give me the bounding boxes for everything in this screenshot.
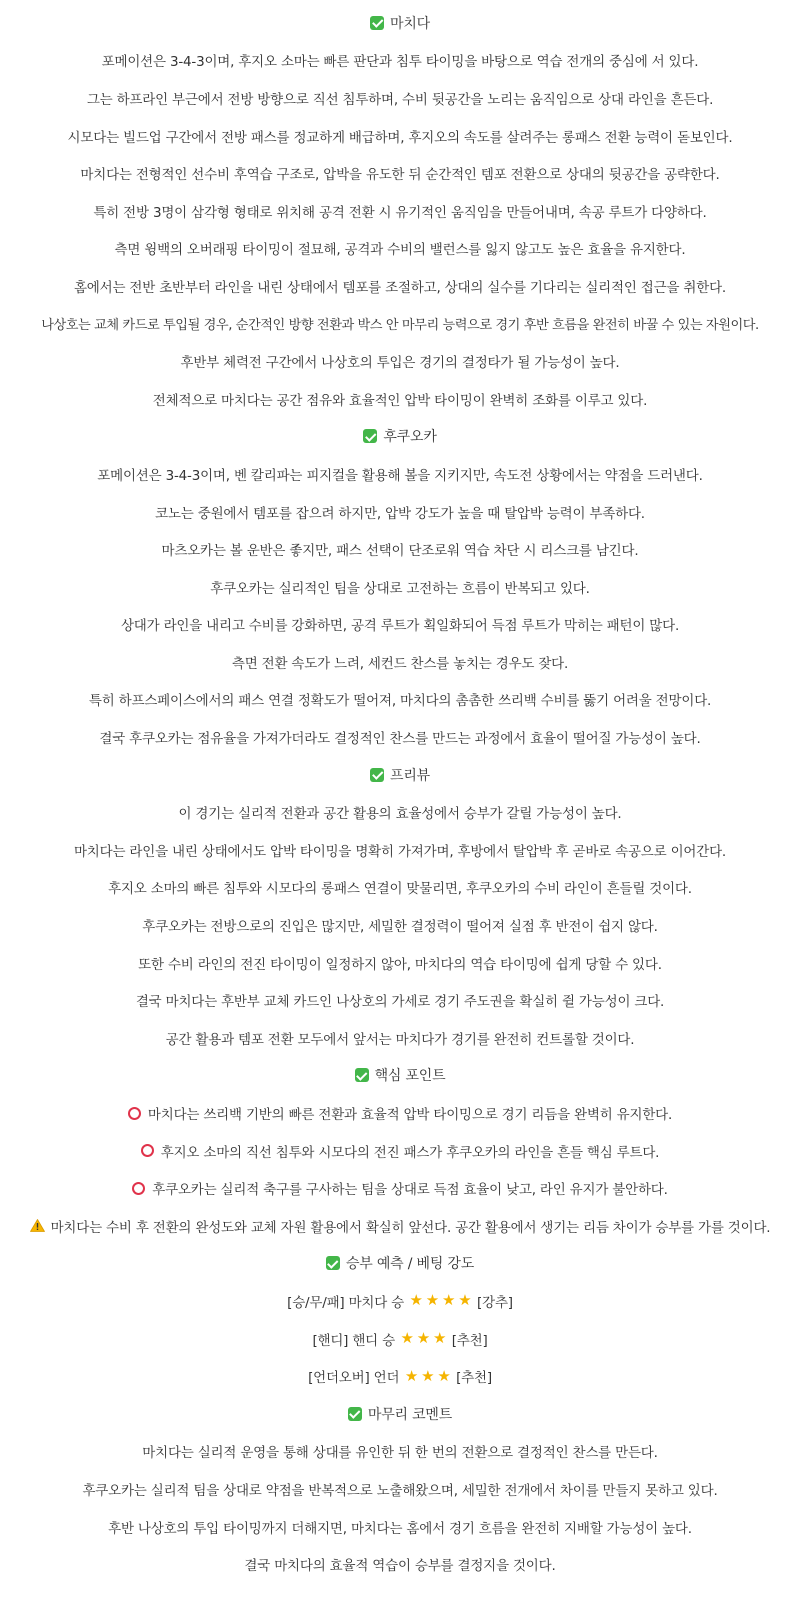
bet-label: [언더오버] 언더 (308, 1370, 400, 1387)
paragraph: 후쿠오카는 실리적인 팀을 상대로 고전하는 흐름이 반복되고 있다. (210, 580, 590, 597)
check-mark-icon (355, 1068, 369, 1082)
key-point-text: 후쿠오카는 실리적 축구를 구사하는 팀을 상대로 득점 효율이 낮고, 라인 유지가 불안하다. (152, 1182, 668, 1199)
star-icon: ★ (421, 1366, 435, 1385)
paragraph: 포메이션은 3-4-3이며, 벤 칼리파는 피지컬을 활용해 볼을 지키지만, 속도전 상황에서는 약점을 드러낸다. (97, 467, 703, 484)
analysis-document (0, 4, 800, 1583)
paragraph: 나상호는 교체 카드로 투입될 경우, 순간적인 방향 전환과 박스 안 마무리 능력으로 경기 후반 흐름을 완전히 바꿀 수 있는 자원이다. (41, 318, 759, 334)
key-point (0, 1132, 800, 1170)
paragraph: 후지오 소마의 빠른 침투와 시모다의 롱패스 연결이 맞물리면, 후쿠오카의 수비 라인이 흔들릴 것이다. (108, 881, 692, 898)
paragraph: 측면 윙백의 오버래핑 타이밍이 절묘해, 공격과 수비의 밸런스를 잃지 않고도 높은 효율을 유지한다. (114, 242, 686, 259)
paragraph: 특히 하프스페이스에서의 패스 연결 정확도가 떨어져, 마치다의 촘촘한 쓰리백 수비를 뚫기 어려울 전망이다. (88, 693, 712, 710)
warning-note (0, 1207, 800, 1245)
key-point-text: 마치다는 쓰리백 기반의 빠른 전환과 효율적 압박 타이밍으로 경기 리듬을 완벽히 유지한다. (147, 1107, 673, 1124)
star-icon: ★ (416, 1329, 430, 1348)
paragraph: 결국 후쿠오카는 점유율을 가져가더라도 결정적인 찬스를 만드는 과정에서 효율이 떨어질 가능성이 높다. (99, 731, 701, 748)
key-point-text: 후지오 소마의 직선 침투와 시모다의 전진 패스가 후쿠오카의 라인을 흔들 핵심 루트다. (160, 1144, 660, 1161)
paragraph: 마츠오카는 볼 운반은 좋지만, 패스 선택이 단조로워 역습 차단 시 리스크를 남긴다. (161, 543, 639, 560)
paragraph: 그는 하프라인 부근에서 전방 방향으로 직선 침투하며, 수비 뒷공간을 노리는 움직임으로 상대 라인을 흔든다. (86, 91, 714, 108)
star-icon: ★ (432, 1329, 447, 1348)
paragraph: 마치다는 실리적 운영을 통해 상대를 유인한 뒤 한 번의 전환으로 결정적인 찬스를 만든다. (142, 1445, 658, 1462)
bet-label: [승/무/패] 마치다 승 (287, 1294, 405, 1311)
paragraph: 포메이션은 3-4-3이며, 후지오 소마는 빠른 판단과 침투 타이밍을 바탕으로 역습 전개의 중심에 서 있다. (101, 54, 699, 71)
bet-line (0, 1320, 800, 1358)
red-circle-icon (132, 1182, 145, 1195)
check-mark-icon (370, 16, 384, 30)
paragraph: 특히 전방 3명이 삼각형 형태로 위치해 공격 전환 시 유기적인 움직임을 만들어내며, 속공 루트가 다양하다. (93, 204, 707, 221)
check-mark-icon (348, 1407, 362, 1421)
paragraph: 전체적으로 마치다는 공간 점유와 효율적인 압박 타이밍이 완벽히 조화를 이루고 있다. (152, 392, 648, 409)
star-icon: ★ (442, 1291, 456, 1310)
red-circle-icon (128, 1107, 141, 1120)
star-icon: ★ (437, 1366, 451, 1385)
star-icon: ★ (425, 1291, 440, 1310)
paragraph: 후쿠오카는 실리적 팀을 상대로 약점을 반복적으로 노출해왔으며, 세밀한 전개에서 차이를 만들지 못하고 있다. (82, 1482, 718, 1499)
warning-icon (30, 1219, 45, 1232)
paragraph: 이 경기는 실리적 전환과 공간 활용의 효율성에서 승부가 갈릴 가능성이 높다. (178, 806, 622, 823)
section-heading-preview (0, 756, 800, 794)
section-heading-key-points (0, 1057, 800, 1095)
star-icon: ★ (400, 1329, 414, 1348)
key-point (0, 1094, 800, 1132)
paragraph: 결국 마치다는 후반부 교체 카드인 나상호의 가세로 경기 주도권을 확실히 쥘 가능성이 크다. (135, 994, 665, 1011)
heading-text: 후쿠오카 (383, 429, 437, 446)
bet-strength: [추천] (451, 1332, 488, 1349)
heading-text: 핵심 포인트 (374, 1068, 446, 1085)
warning-text: 마치다는 수비 후 전환의 완성도와 교체 자원 활용에서 확실히 앞선다. 공간 활용에서 생기는 리듬 차이가 승부를 가를 것이다. (50, 1219, 771, 1236)
star-icon: ★ (409, 1291, 423, 1310)
section-heading-closing (0, 1395, 800, 1433)
heading-text: 승부 예측 / 베팅 강도 (345, 1256, 475, 1273)
star-rating (399, 1331, 448, 1346)
bet-label: [핸디] 핸디 승 (312, 1332, 395, 1349)
paragraph: 결국 마치다의 효율적 역습이 승부를 결정지을 것이다. (244, 1558, 556, 1575)
heading-text: 프리뷰 (390, 767, 430, 784)
star-rating (403, 1366, 452, 1385)
bet-strength: [추천] (456, 1370, 492, 1387)
bet-line (0, 1282, 800, 1320)
heading-text: 마치다 (390, 15, 430, 32)
paragraph: 공간 활용과 템포 전환 모두에서 앞서는 마치다가 경기를 완전히 컨트롤할 것이다. (165, 1031, 635, 1048)
paragraph: 후쿠오카는 전방으로의 진입은 많지만, 세밀한 결정력이 떨어져 실점 후 반전이 쉽지 않다. (142, 919, 658, 936)
paragraph: 상대가 라인을 내리고 수비를 강화하면, 공격 루트가 획일화되어 득점 루트가 막히는 패턴이 많다. (120, 618, 680, 635)
paragraph: 후반 나상호의 투입 타이밍까지 더해지면, 마치다는 홈에서 경기 흐름을 완전히 지배할 가능성이 높다. (108, 1520, 692, 1537)
section-heading-machida (0, 4, 800, 42)
heading-text: 마무리 코멘트 (367, 1406, 453, 1423)
star-rating (408, 1293, 473, 1308)
check-mark-icon (363, 429, 377, 443)
star-icon: ★ (404, 1366, 419, 1385)
key-point (0, 1169, 800, 1207)
paragraph: 측면 전환 속도가 느려, 세컨드 찬스를 놓치는 경우도 잦다. (231, 655, 569, 672)
paragraph: 시모다는 빌드업 구간에서 전방 패스를 정교하게 배급하며, 후지오의 속도를 살려주는 롱패스 전환 능력이 돋보인다. (67, 129, 733, 146)
check-mark-icon (370, 768, 384, 782)
star-icon: ★ (458, 1291, 472, 1310)
check-mark-icon (326, 1256, 340, 1270)
section-heading-fukuoka (0, 418, 800, 456)
bet-line (0, 1357, 800, 1395)
paragraph: 홈에서는 전반 초반부터 라인을 내린 상태에서 템포를 조절하고, 상대의 실수를 기다리는 실리적인 접근을 취한다. (73, 279, 727, 296)
paragraph: 마치다는 전형적인 선수비 후역습 구조로, 압박을 유도한 뒤 순간적인 템포 전환으로 상대의 뒷공간을 공략한다. (80, 167, 720, 184)
bet-strength: [강추] (477, 1294, 513, 1311)
paragraph: 코노는 중원에서 템포를 잡으려 하지만, 압박 강도가 높을 때 탈압박 능력이 부족하다. (155, 505, 645, 522)
paragraph: 마치다는 라인을 내린 상태에서도 압박 타이밍을 명확히 가져가며, 후방에서 탈압박 후 곧바로 속공으로 이어간다. (73, 843, 727, 860)
red-circle-icon (141, 1144, 154, 1157)
paragraph: 또한 수비 라인의 전진 타이밍이 일정하지 않아, 마치다의 역습 타이밍에 쉽게 당할 수 있다. (138, 956, 662, 973)
paragraph: 후반부 체력전 구간에서 나상호의 투입은 경기의 결정타가 될 가능성이 높다. (180, 355, 620, 372)
section-heading-betting (0, 1245, 800, 1283)
